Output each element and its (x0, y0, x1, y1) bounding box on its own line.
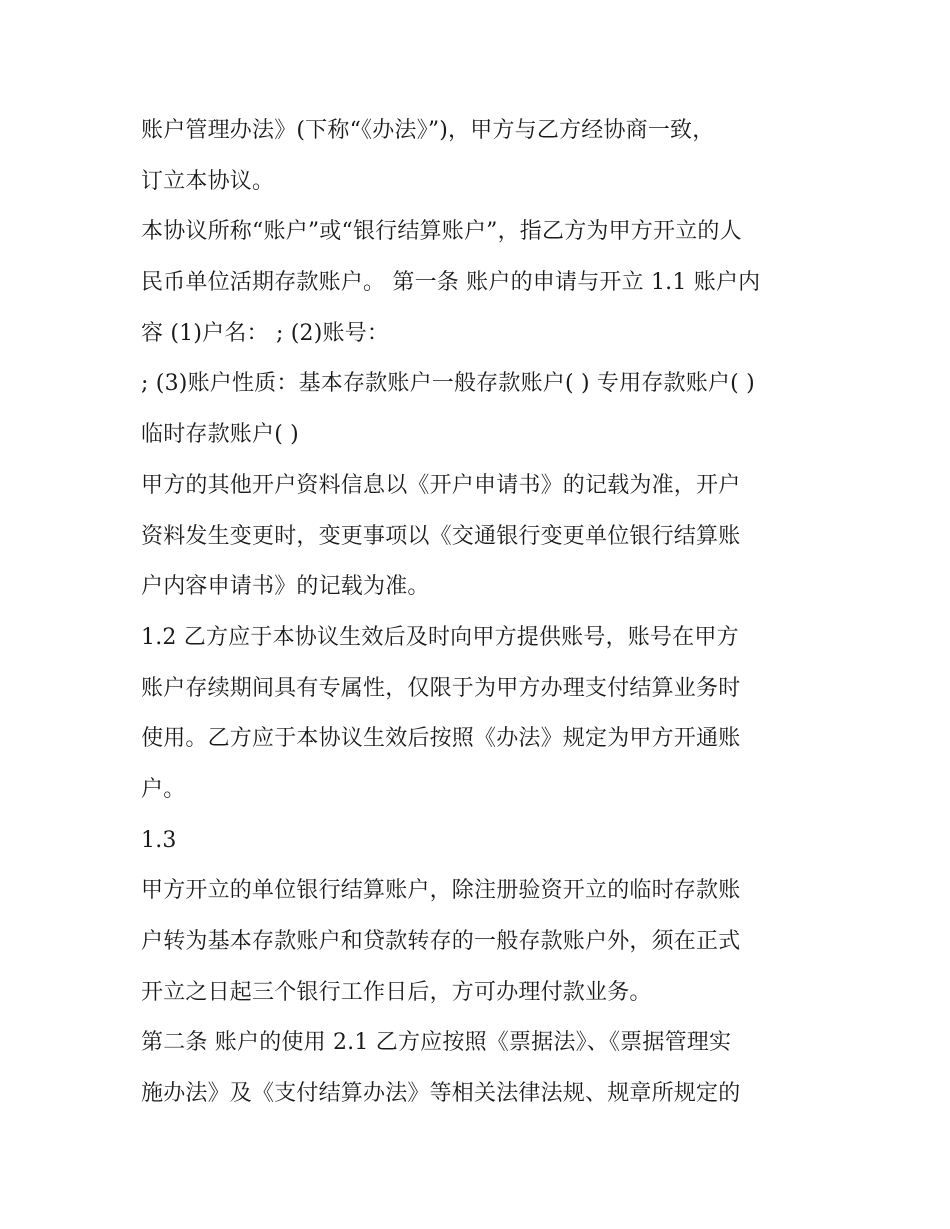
text-line: ; (3)账户性质：基本存款账户一般存款账户( ) 专用存款账户( ) (141, 371, 755, 397)
text-line: 本协议所称“账户”或“银行结算账户”，指乙方为甲方开立的人 (141, 219, 742, 245)
text-line: 账户存续期间具有专属性，仅限于为甲方办理支付结算业务时 (141, 675, 741, 701)
text-line: 开立之日起三个银行工作日后，方可办理付款业务。 (141, 979, 652, 1005)
text-line: 户内容申请书》的记载为准。 (141, 574, 430, 600)
document-body (141, 106, 821, 1120)
text-line: 账户管理办法》(下称“《办法》”)，甲方与乙方经协商一致， (141, 118, 715, 143)
text-line: 施办法》及《支付结算办法》等相关法律法规、规章所规定的 (141, 1081, 741, 1107)
text-line: 民币单位活期存款账户。 第一条 账户的申请与开立 1.1 账户内 (141, 270, 761, 296)
text-line: 户。 (141, 776, 186, 802)
text-line: 户转为基本存款账户和贷款转存的一般存款账户外，须在正式 (141, 929, 741, 954)
text-line: 使用。乙方应于本协议生效后按照《办法》规定为甲方开通账 (141, 726, 741, 752)
text-line: 第二条 账户的使用 2.1 乙方应按照《票据法》、《票据管理实 (141, 1030, 732, 1056)
text-line: 临时存款账户( ) (141, 422, 299, 448)
text-line: 1.2 乙方应于本协议生效后及时向甲方提供账号，账号在甲方 (141, 624, 739, 650)
text-line: 订立本协议。 (141, 168, 275, 194)
text-line: 1.3 (141, 827, 177, 853)
text-line: 容 (1)户名： ; (2)账号： (141, 320, 390, 346)
text-line: 甲方开立的单位银行结算账户，除注册验资开立的临时存款账 (141, 878, 741, 904)
text-line: 资料发生变更时，变更事项以《交通银行变更单位银行结算账 (141, 523, 741, 549)
text-line: 甲方的其他开户资料信息以《开户申请书》的记载为准，开户 (141, 472, 741, 498)
